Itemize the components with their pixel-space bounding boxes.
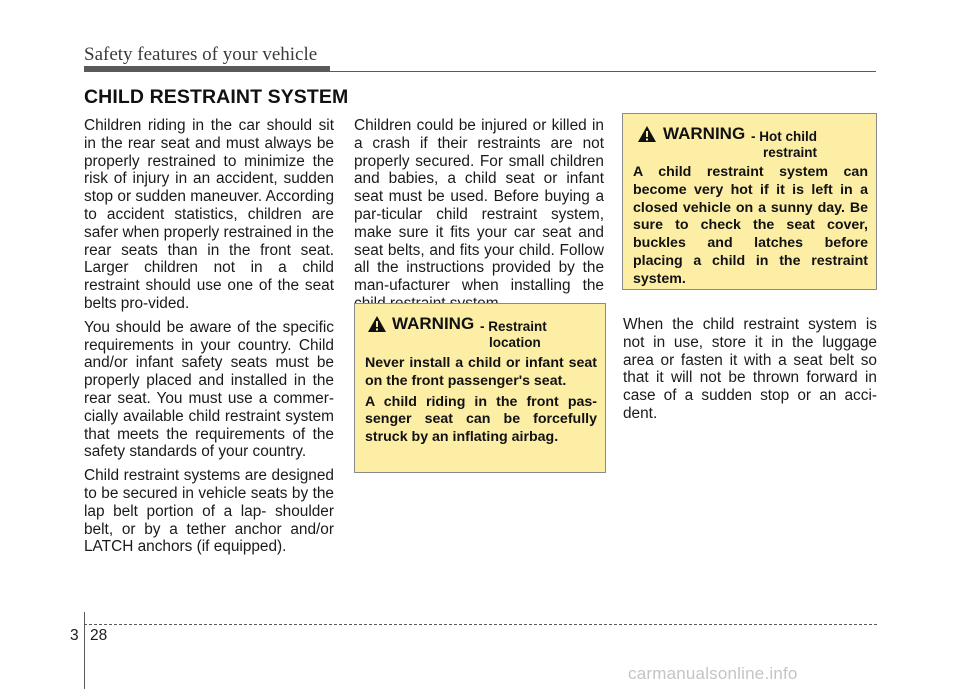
header-rule-thick (84, 66, 330, 72)
warning-subtitle: location (489, 335, 541, 350)
warning-text: Never install a child or infant seat on the front passenger's seat. (365, 355, 597, 389)
column-middle (354, 117, 604, 319)
paragraph: Children could be injured or killed in a crash if their restraints are not properly secured. For small children and babies, a child seat or infant seat must be used. Before buying a par-ticular child restraint system, make sure it fits your car seat and seat belts, and fits your child. Follow all the instructions provided by the man-ufacturer when installing the (354, 117, 604, 295)
page-header-title: Safety features of your vehicle (84, 44, 318, 65)
warning-text: A child riding in the front pas-senger seat can be forcefully struck by an inflating airbag. (365, 393, 597, 446)
warning-box-restraint-location (354, 303, 606, 473)
column-left (84, 117, 334, 562)
warning-box-hot-restraint (622, 113, 877, 290)
warning-triangle-icon (637, 125, 657, 143)
warning-subtitle: - Hot child (751, 129, 817, 144)
warning-label: WARNING (663, 124, 746, 143)
header-rule-thin (330, 71, 876, 72)
paragraph: Child restraint systems are designed to be secured in vehicle seats by the lap belt portion of a lap- shoulder belt, or by a tether anchor and/or LATCH anchors (if equipped). (84, 467, 334, 556)
footer-rule (84, 624, 877, 625)
column-right (623, 316, 877, 429)
warning-text: A child restraint system can become very hot if it is left in a closed vehicle on a sunny day. Be sure to check the seat cover, buckles and latches before placing a child in the restraint system. (633, 164, 868, 287)
warning-triangle-icon (367, 315, 387, 333)
warning-subtitle: restraint (763, 145, 818, 160)
warning-body (365, 355, 597, 450)
section-title: CHILD RESTRAINT SYSTEM (84, 86, 349, 108)
warning-label: WARNING (392, 314, 475, 333)
warning-body (633, 164, 868, 292)
watermark: carmanualsonline.info (628, 664, 798, 683)
paragraph: Children riding in the car should sit in the rear seat and must always be properly restrained to minimize the risk of injury in an accident, sudden stop or sudden maneuver. According to accident statistics, children are safer when properly restrained in the rear seats than in the front seat. Larger children not in a child restraint should use one of the seat belts pro-vided. (84, 117, 334, 312)
paragraph: You should be aware of the specific requirements in your country. Child and/or infant safety seats must be properly placed and installed in the rear seat. You must use a commer-cially available child restraint system that meets the requirements of the safety standards of your country. (84, 318, 334, 461)
page-number: 28 (90, 627, 108, 644)
warning-subtitle: - Restraint (480, 319, 547, 334)
paragraph: When the child restraint system is not in use, store it in the luggage area or fasten it with a seat belt so that it will not be thrown forward in case of a sudden stop or an acci-dent. (623, 316, 877, 422)
section-number: 3 (70, 627, 79, 644)
